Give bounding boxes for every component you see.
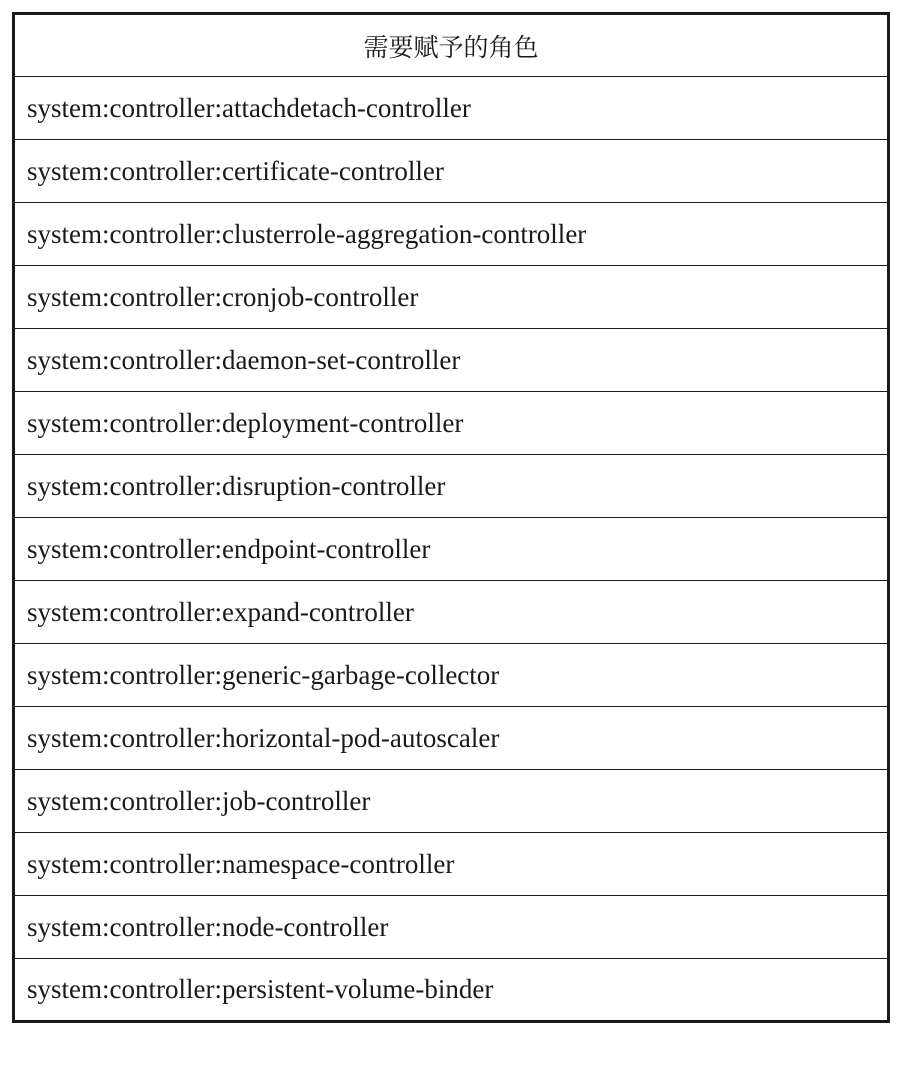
table-row	[14, 896, 889, 959]
role-cell: system:controller:namespace-controller	[14, 833, 889, 896]
table-row	[14, 203, 889, 266]
role-cell: system:controller:endpoint-controller	[14, 518, 889, 581]
role-cell: system:controller:horizontal-pod-autoscaler	[14, 707, 889, 770]
table-row	[14, 140, 889, 203]
table-row	[14, 266, 889, 329]
role-cell: system:controller:certificate-controller	[14, 140, 889, 203]
role-cell: system:controller:attachdetach-controller	[14, 77, 889, 140]
table-row	[14, 455, 889, 518]
role-cell: system:controller:node-controller	[14, 896, 889, 959]
role-cell: system:controller:deployment-controller	[14, 392, 889, 455]
table-row	[14, 518, 889, 581]
table-row	[14, 707, 889, 770]
table-row	[14, 644, 889, 707]
role-cell: system:controller:daemon-set-controller	[14, 329, 889, 392]
role-cell: system:controller:clusterrole-aggregation-controller	[14, 203, 889, 266]
table-row	[14, 581, 889, 644]
roles-table	[12, 12, 890, 1023]
role-cell: system:controller:generic-garbage-collector	[14, 644, 889, 707]
table-row	[14, 770, 889, 833]
table-header: 需要赋予的角色	[14, 14, 889, 77]
table-row	[14, 392, 889, 455]
table-row	[14, 959, 889, 1022]
role-cell: system:controller:disruption-controller	[14, 455, 889, 518]
role-cell: system:controller:persistent-volume-binder	[14, 959, 889, 1022]
role-cell: system:controller:cronjob-controller	[14, 266, 889, 329]
table-row	[14, 833, 889, 896]
table-row	[14, 329, 889, 392]
role-cell: system:controller:expand-controller	[14, 581, 889, 644]
table-header-row	[14, 14, 889, 77]
table-row	[14, 77, 889, 140]
role-cell: system:controller:job-controller	[14, 770, 889, 833]
